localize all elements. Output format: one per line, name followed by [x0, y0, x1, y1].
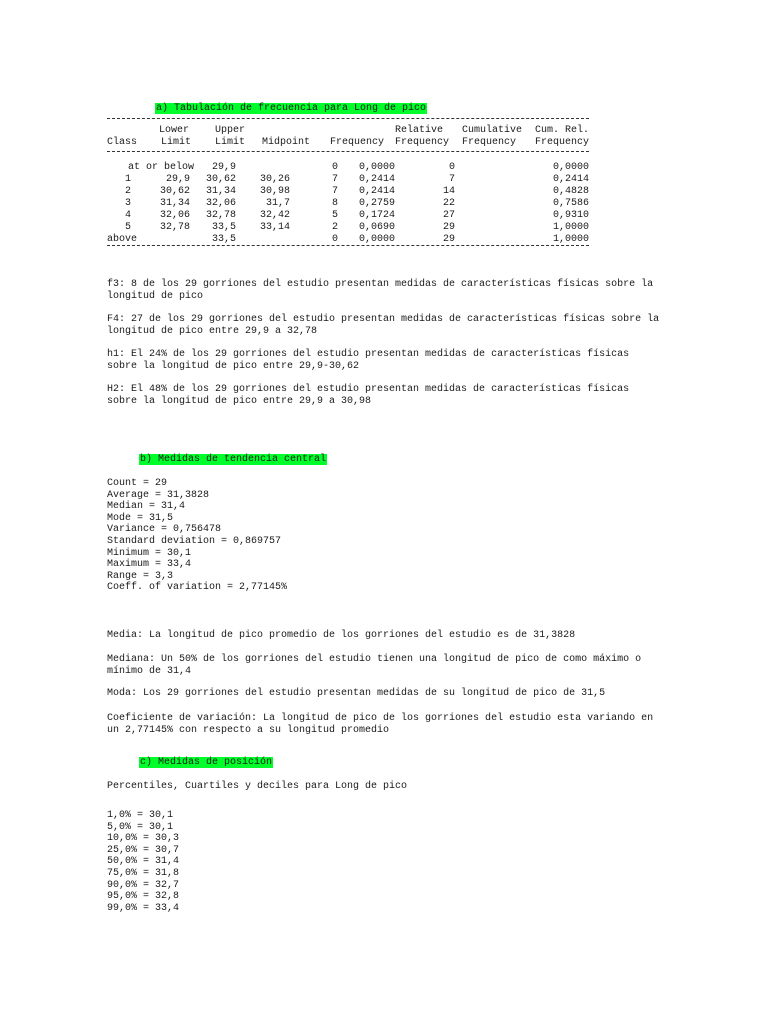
cell-upper: 32,06 — [205, 198, 236, 209]
section-b-title-text: b) Medidas de tendencia central — [140, 454, 327, 465]
header-limit-1: Limit — [161, 137, 192, 148]
cell-cum-frequency: 7 — [448, 174, 455, 185]
interpretation-a-1-line-0: F4: 27 de los 29 gorriones del estudio presentan medidas de características físicas sobre la — [107, 314, 660, 325]
cell-midpoint: 31,7 — [265, 198, 290, 209]
interpretation-b-1-line-0: Mediana: Un 50% de los gorriones del estudio tienen una longitud de pico de como máximo o — [107, 654, 642, 665]
cell-cum-rel-frequency: 0,2414 — [552, 174, 589, 185]
cell-cum-rel-frequency: 0,4828 — [552, 186, 589, 197]
percentile-line-0: 1,0% = 30,1 — [107, 810, 174, 821]
cell-limit: 29,9 — [211, 162, 236, 173]
section-c-title-text: c) Medidas de posición — [140, 757, 273, 768]
cell-class: 3 — [125, 198, 132, 209]
cell-frequency: 0 — [331, 234, 338, 245]
cell-cum-rel-frequency: 1,0000 — [552, 222, 589, 233]
cell-rel-frequency: 0,1724 — [358, 210, 395, 221]
percentile-line-7: 95,0% = 32,8 — [107, 891, 180, 903]
cell-rel-frequency: 0,2414 — [358, 174, 395, 185]
cell-frequency: 5 — [331, 210, 338, 221]
percentile-line-1: 5,0% = 30,1 — [107, 821, 174, 833]
header-cum-rel-frequency: Frequency — [535, 137, 590, 148]
cell-lower: 29,9 — [165, 174, 190, 185]
interpretation-b-2-line-0: Moda: Los 29 gorriones del estudio presentan medidas de su longitud de pico de 31,5 — [107, 688, 606, 699]
interpretation-a-2-line-1: sobre la longitud de pico entre 29,9-30,62 — [107, 361, 360, 372]
cell-frequency: 8 — [331, 198, 338, 209]
cell-rel-frequency: 0,2414 — [358, 186, 395, 197]
table-header-rule — [107, 151, 589, 152]
cell-rel-frequency: 0,0690 — [358, 222, 395, 233]
stat-line-7: Maximum = 33,4 — [107, 559, 192, 571]
percentile-line-3: 25,0% = 30,7 — [107, 844, 180, 856]
section-b-title — [115, 442, 327, 465]
section-c-title — [115, 745, 273, 768]
header-relative: Relative — [395, 125, 444, 136]
interpretation-b-0-line-0: Media: La longitud de pico promedio de los gorriones del estudio es de 31,3828 — [107, 630, 576, 641]
cell-rel-frequency: 0,0000 — [358, 162, 395, 173]
header-class: Class — [107, 137, 138, 148]
cell-midpoint: 32,42 — [259, 210, 290, 221]
cell-frequency: 2 — [331, 222, 338, 233]
cell-cum-frequency: 29 — [442, 222, 455, 233]
cell-upper: 33,5 — [211, 222, 236, 233]
cell-class: 2 — [125, 186, 132, 197]
interpretation-b-3-line-1: un 2,77145% con respecto a su longitud promedio — [107, 725, 390, 736]
cell-midpoint: 30,26 — [259, 174, 290, 185]
percentile-line-8: 99,0% = 33,4 — [107, 902, 180, 914]
cell-cum-rel-frequency: 1,0000 — [552, 234, 589, 245]
stat-line-5: Standard deviation = 0,869757 — [107, 536, 282, 547]
percentile-line-6: 90,0% = 32,7 — [107, 879, 180, 891]
cell-upper: 32,78 — [205, 210, 236, 221]
interpretation-a-2-line-0: h1: El 24% de los 29 gorriones del estudio presentan medidas de características físicas — [107, 349, 630, 360]
stat-line-8: Range = 3,3 — [107, 570, 174, 582]
table-header-row-bottom — [107, 137, 589, 149]
header-cum-rel: Cum. Rel. — [535, 125, 590, 136]
stat-line-2: Median = 31,4 — [107, 501, 186, 513]
header-limit-2: Limit — [215, 137, 246, 148]
cell-class: 4 — [125, 210, 132, 221]
interpretation-a-0-line-0: f3: 8 de los 29 gorriones del estudio presentan medidas de características físicas sobre la — [107, 279, 654, 290]
section-a-title-text: a) Tabulación de frecuencia para Long de pico — [156, 103, 427, 114]
interpretation-b-3-line-0: Coeficiente de variación: La longitud de pico de los gorriones del estudio esta variando en — [107, 713, 654, 724]
interpretation-a-3-line-0: H2: El 48% de los 29 gorriones del estudio presentan medidas de características físicas — [107, 384, 630, 395]
stat-line-0: Count = 29 — [107, 478, 168, 489]
header-midpoint: Midpoint — [262, 137, 311, 148]
cell-class: at or below — [128, 162, 195, 173]
interpretation-a-3-line-1: sobre la longitud de pico entre 29,9 a 30,98 — [107, 396, 372, 407]
cell-cum-frequency: 22 — [442, 198, 455, 209]
stat-line-3: Mode = 31,5 — [107, 512, 174, 524]
cell-cum-frequency: 29 — [442, 234, 455, 245]
cell-limit: 33,5 — [211, 234, 236, 245]
percentile-line-5: 75,0% = 31,8 — [107, 868, 180, 879]
header-cum-frequency: Frequency — [462, 137, 517, 148]
cell-midpoint: 30,98 — [259, 186, 290, 197]
cell-cum-frequency: 0 — [448, 162, 455, 173]
cell-cum-rel-frequency: 0,0000 — [552, 162, 589, 173]
cell-class: 5 — [125, 222, 132, 233]
cell-cum-frequency: 14 — [442, 186, 455, 197]
section-a-title — [131, 91, 427, 114]
stat-line-6: Minimum = 30,1 — [107, 547, 192, 559]
cell-frequency: 0 — [331, 162, 338, 173]
cell-frequency: 7 — [331, 174, 338, 185]
cell-lower: 32,78 — [159, 222, 190, 233]
percentile-line-4: 50,0% = 31,4 — [107, 856, 180, 868]
cell-cum-frequency: 27 — [442, 210, 455, 221]
header-lower: Lower — [159, 125, 190, 136]
header-upper: Upper — [215, 125, 246, 136]
cell-lower: 31,34 — [159, 198, 190, 209]
percentile-line-2: 10,0% = 30,3 — [107, 833, 180, 845]
cell-rel-frequency: 0,0000 — [358, 234, 395, 245]
cell-upper: 31,34 — [205, 186, 236, 197]
table-top-rule — [107, 118, 589, 119]
interpretation-a-1-line-1: longitud de pico entre 29,9 a 32,78 — [107, 326, 318, 337]
stat-line-4: Variance = 0,756478 — [107, 524, 222, 536]
header-cumulative: Cumulative — [462, 125, 523, 136]
table-header-row-top — [107, 125, 589, 137]
cell-class: 1 — [125, 174, 132, 185]
interpretation-b-1-line-1: mínimo de 31,4 — [107, 666, 192, 677]
cell-frequency: 7 — [331, 186, 338, 197]
percentiles-title: Percentiles, Cuartiles y deciles para Long de pico — [107, 781, 408, 792]
stat-line-1: Average = 31,3828 — [107, 489, 210, 501]
cell-upper: 30,62 — [205, 174, 236, 185]
cell-class: above — [107, 234, 138, 245]
interpretation-a-0-line-1: longitud de pico — [107, 291, 204, 302]
cell-midpoint: 33,14 — [259, 222, 290, 233]
table-bottom-rule — [107, 245, 589, 246]
stat-line-9: Coeff. of variation = 2,77145% — [107, 582, 288, 594]
cell-cum-rel-frequency: 0,9310 — [552, 210, 589, 221]
cell-lower: 32,06 — [159, 210, 190, 221]
header-frequency: Frequency — [330, 137, 385, 148]
cell-rel-frequency: 0,2759 — [358, 198, 395, 209]
cell-cum-rel-frequency: 0,7586 — [552, 198, 589, 209]
cell-lower: 30,62 — [159, 186, 190, 197]
header-rel-frequency: Frequency — [395, 137, 450, 148]
